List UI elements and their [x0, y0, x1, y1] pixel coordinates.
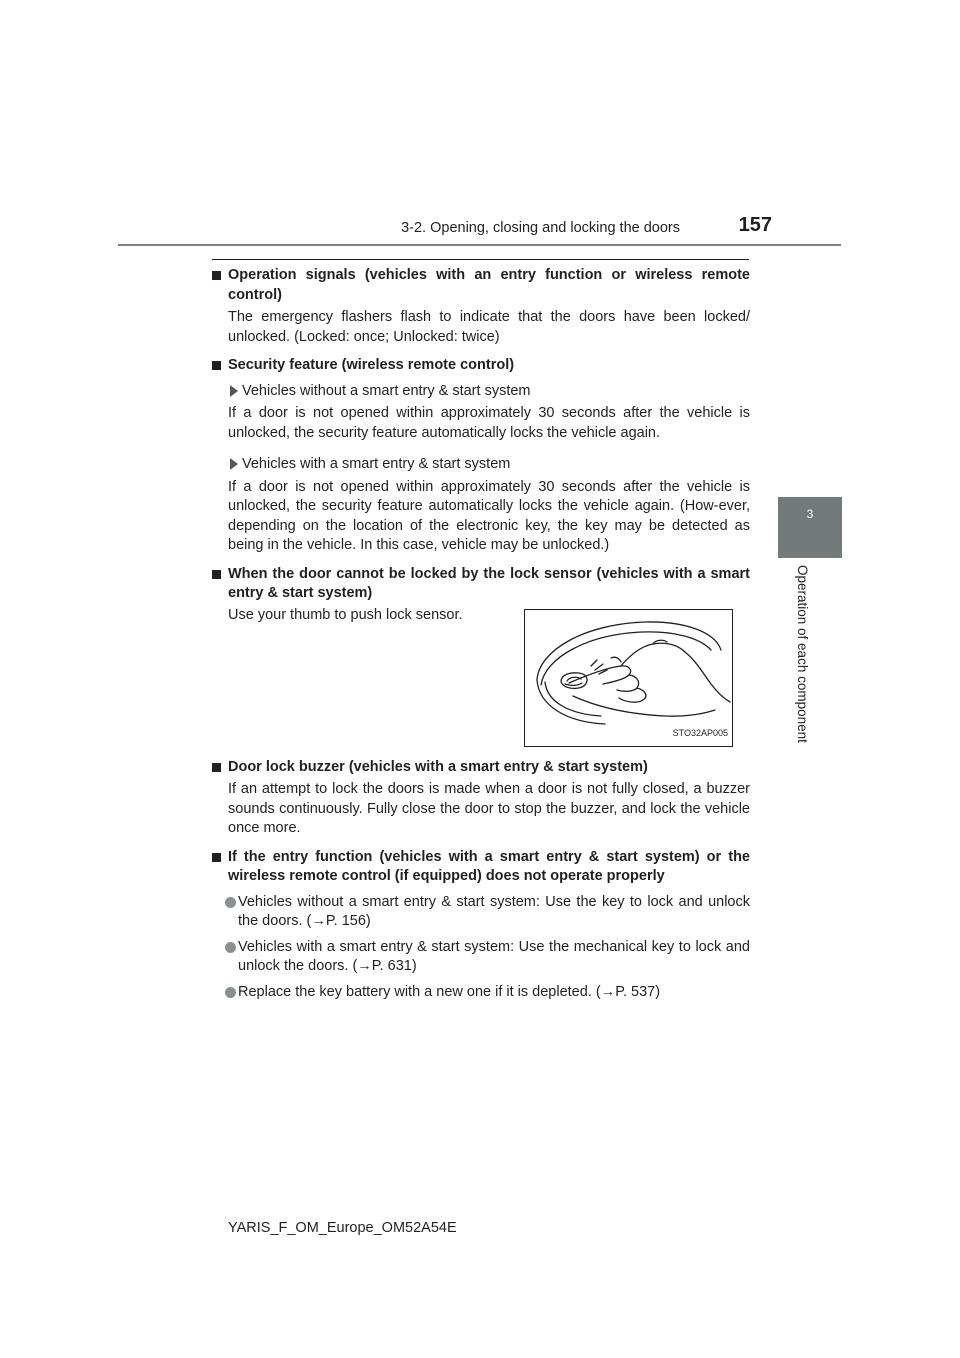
square-bullet-icon — [212, 763, 221, 772]
square-bullet-icon — [212, 853, 221, 862]
paragraph: If a door is not opened within approximately 30 seconds after the vehicle is unlocked, the security feature automatically locks the vehicle again. — [228, 405, 750, 441]
page-number: 157 — [738, 214, 772, 236]
section-title: 3-2. Opening, closing and locking the doors — [401, 220, 680, 236]
chapter-number: 3 — [806, 507, 814, 521]
bullet-item: Vehicles with a smart entry & start system: Use the mechanical key to lock and unlock the doors. (→P. 631) — [212, 938, 750, 977]
door-handle-illustration — [524, 609, 733, 747]
paragraph: Use your thumb to push lock sensor. — [228, 606, 463, 623]
triangle-pointer-icon — [230, 385, 238, 397]
document-id: YARIS_F_OM_Europe_OM52A54E — [228, 1220, 457, 1236]
paragraph: If an attempt to lock the doors is made when a door is not fully closed, a buzzer sounds continuously. Fully close the door to stop the buzzer, and lock the vehicle once more. — [228, 781, 750, 836]
circle-bullet-icon — [225, 942, 236, 953]
header-rule — [118, 244, 841, 246]
bullet-item: Replace the key battery with a new one if it is depleted. (→P. 537) — [212, 983, 750, 1003]
bullet-item: Vehicles without a smart entry & start system: Use the key to lock and unlock the doors. (→P. 156) — [212, 893, 750, 932]
figure-code: STO32AP005 — [672, 728, 728, 738]
triangle-pointer-icon — [230, 458, 238, 470]
circle-bullet-icon — [225, 897, 236, 908]
page-content — [212, 266, 750, 1002]
circle-bullet-icon — [225, 987, 236, 998]
paragraph: If a door is not opened within approximately 30 seconds after the vehicle is unlocked, the security feature automatically locks the vehicle again. (How-ever, depending on the location of the electronic key, the key may be detected as being in the vehicle. In this case, vehicle may be unlocked.) — [228, 478, 750, 553]
heading-security-feature: Security feature (wireless remote control) — [212, 356, 750, 376]
chapter-label: Operation of each component — [795, 565, 810, 743]
subheading: Vehicles without a smart entry & start system — [212, 382, 750, 402]
square-bullet-icon — [212, 570, 221, 579]
heading-door-lock-buzzer: Door lock buzzer (vehicles with a smart entry & start system) — [212, 758, 750, 778]
subheading: Vehicles with a smart entry & start system — [212, 455, 750, 475]
figure-row — [212, 606, 750, 758]
square-bullet-icon — [212, 271, 221, 280]
heading-operation-signals: Operation signals (vehicles with an entry function or wireless remote control) — [212, 266, 750, 305]
square-bullet-icon — [212, 361, 221, 370]
paragraph: The emergency flashers flash to indicate that the doors have been locked/ unlocked. (Locked: once; Unlocked: twice) — [228, 309, 750, 345]
heading-entry-function: If the entry function (vehicles with a smart entry & start system) or the wireless remote control (if equipped) does not operate properly — [212, 848, 750, 887]
content-rule — [212, 259, 749, 260]
heading-lock-sensor: When the door cannot be locked by the lock sensor (vehicles with a smart entry & start system) — [212, 565, 750, 604]
